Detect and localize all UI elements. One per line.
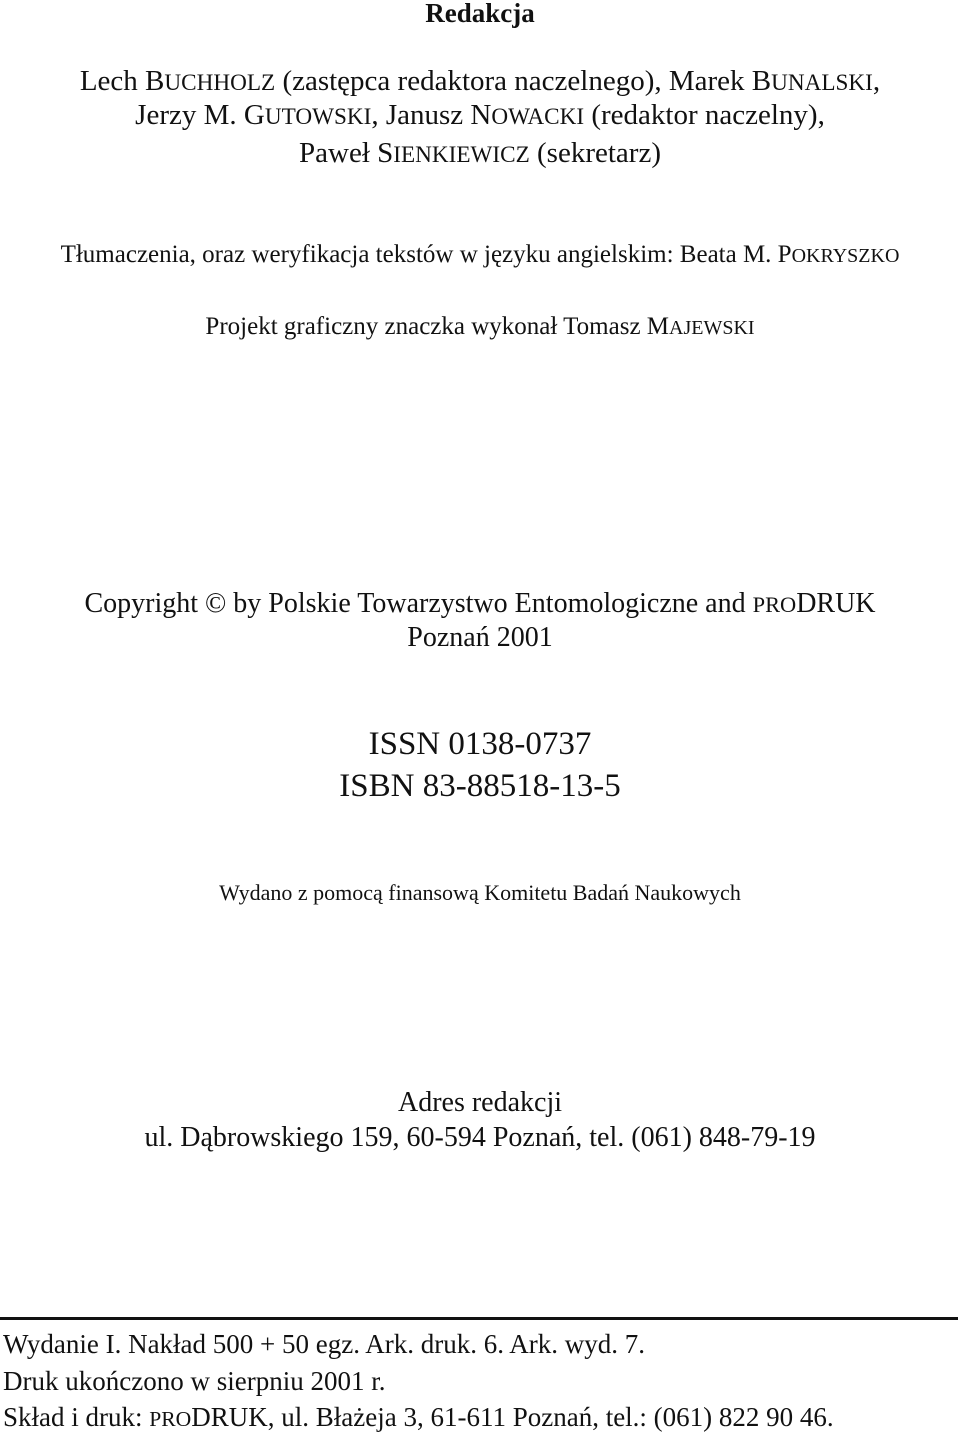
- divider-rule: [0, 1317, 958, 1320]
- translation-text: Tłumaczenia, oraz weryfikacja tekstów w języku angielskim: Beata M. P: [60, 241, 792, 268]
- editor-surname-smallcaps: UNALSKI: [771, 70, 873, 96]
- design-text: Projekt graficzny znaczka wykonał Tomasz M: [205, 313, 670, 340]
- translation-credit: [0, 242, 960, 267]
- editor-text: (sekretarz): [529, 137, 661, 169]
- designer-surname-smallcaps: AJEWSKI: [669, 317, 755, 339]
- editor-text: Lech B: [79, 65, 165, 97]
- translator-surname-smallcaps: OKRYSZKO: [791, 245, 900, 267]
- imprint-text: Skład i druk:: [3, 1402, 150, 1432]
- imprint-print-date-line: Druk ukończono w sierpniu 2001 r.: [3, 1366, 386, 1396]
- copyright-line: [0, 590, 960, 618]
- address-label: Adres redakcji: [397, 1087, 563, 1118]
- copyright-text: Copyright © by Polskie Towarzystwo Entomologiczne and: [84, 588, 753, 619]
- editor-text: ,: [872, 65, 881, 97]
- publisher-prefix-smallcaps: PRO: [752, 592, 797, 617]
- editor-text: (redaktor naczelny),: [584, 99, 825, 131]
- issn-number: ISSN 0138-0737: [368, 726, 592, 762]
- editor-text: (zastępca redaktora naczelnego), Marek B: [275, 65, 772, 97]
- city-year: Poznań 2001: [407, 622, 553, 653]
- editor-text: Jerzy M. G: [135, 99, 265, 131]
- editorial-line-3: [0, 139, 960, 168]
- imprint-edition-line: Wydanie I. Nakład 500 + 50 egz. Ark. druk. 6. Ark. wyd. 7.: [3, 1329, 645, 1359]
- editor-text: Paweł S: [299, 137, 394, 169]
- isbn-number: ISBN 83-88518-13-5: [339, 768, 621, 804]
- editor-surname-smallcaps: IENKIEWICZ: [393, 142, 530, 168]
- editor-surname-smallcaps: UTOWSKI: [264, 104, 372, 130]
- address-line: ul. Dąbrowskiego 159, 60-594 Poznań, tel. (061) 848-79-19: [144, 1122, 816, 1153]
- editor-surname-smallcaps: UCHHOLZ: [164, 70, 276, 96]
- editor-surname-smallcaps: OWACKI: [491, 104, 585, 130]
- editor-text: , Janusz N: [371, 99, 492, 131]
- imprint-text: DRUK, ul. Błażeja 3, 61-611 Poznań, tel.: (061) 822 90 46.: [191, 1402, 834, 1432]
- publisher-name: DRUK: [796, 588, 876, 619]
- editorial-heading: Redakcja: [425, 0, 535, 28]
- editorial-line-1: [0, 67, 960, 96]
- editorial-line-2: [0, 101, 960, 130]
- printer-prefix-smallcaps: PRO: [149, 1407, 192, 1431]
- funding-note: Wydano z pomocą finansową Komitetu Badań Naukowych: [219, 880, 741, 905]
- imprint-printer-line: [3, 1404, 834, 1431]
- stamp-design-credit: [0, 314, 960, 339]
